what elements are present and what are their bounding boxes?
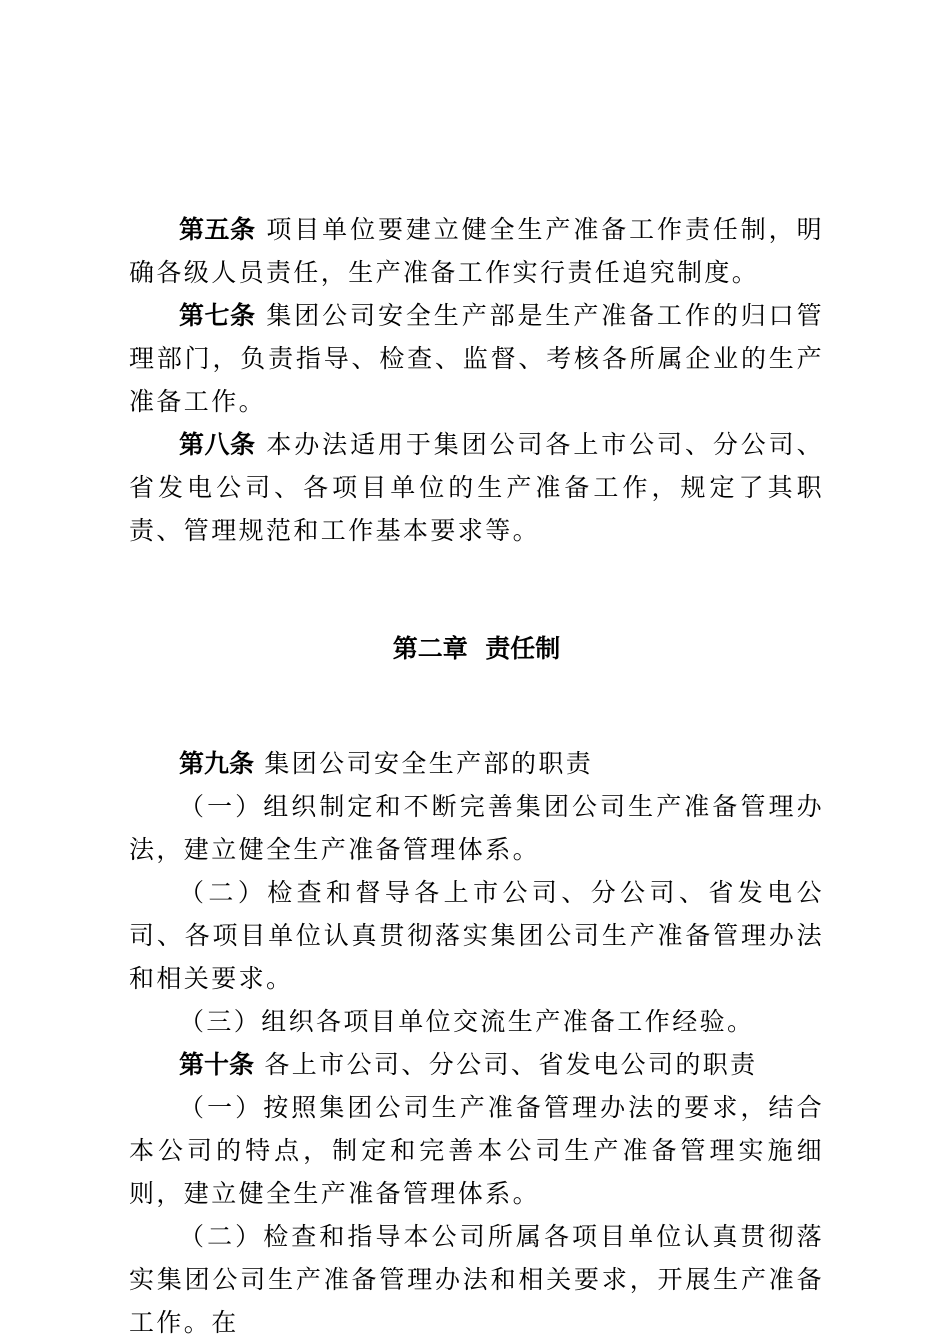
article-7 — [129, 294, 824, 423]
article-label: 第五条 — [179, 215, 256, 244]
article-label: 第十条 — [179, 1050, 255, 1079]
document-page — [129, 208, 824, 1344]
article-9 — [129, 742, 824, 785]
article-10 — [129, 1043, 824, 1086]
article-8 — [129, 423, 824, 552]
article-5 — [129, 208, 824, 294]
article-9-item-2: （二）检查和督导各上市公司、分公司、省发电公司、各项目单位认真贯彻落实集团公司生产准备管理办法和相关要求。 — [129, 878, 824, 993]
article-9-item-3: （三）组织各项目单位交流生产准备工作经验。 — [179, 1007, 755, 1036]
article-label: 第九条 — [179, 749, 255, 778]
article-text: 本办法适用于集团公司各上市公司、分公司、省发电公司、各项目单位的生产准备工作，规定了其职责、管理规范和工作基本要求等。 — [129, 430, 824, 545]
article-9-item-1: （一）组织制定和不断完善集团公司生产准备管理办法，建立健全生产准备管理体系。 — [129, 792, 824, 864]
article-10-item-2: （二）检查和指导本公司所属各项目单位认真贯彻落实集团公司生产准备管理办法和相关要求，开展生产准备工作。在 — [129, 1222, 824, 1337]
chapter-title-text: 第二章 责任制 — [392, 634, 561, 663]
article-text: 集团公司安全生产部是生产准备工作的归口管理部门，负责指导、检查、监督、考核各所属企业的生产准备工作。 — [129, 301, 824, 416]
article-10-item-1: （一）按照集团公司生产准备管理办法的要求，结合本公司的特点，制定和完善本公司生产准备管理实施细则，建立健全生产准备管理体系。 — [129, 1093, 824, 1208]
article-text: 集团公司安全生产部的职责 — [264, 749, 594, 778]
article-text: 项目单位要建立健全生产准备工作责任制，明确各级人员责任，生产准备工作实行责任追究制度。 — [129, 215, 824, 287]
article-text: 各上市公司、分公司、省发电公司的职责 — [264, 1050, 758, 1079]
article-label: 第七条 — [179, 301, 256, 330]
article-label: 第八条 — [179, 430, 256, 459]
chapter-title — [129, 552, 824, 742]
